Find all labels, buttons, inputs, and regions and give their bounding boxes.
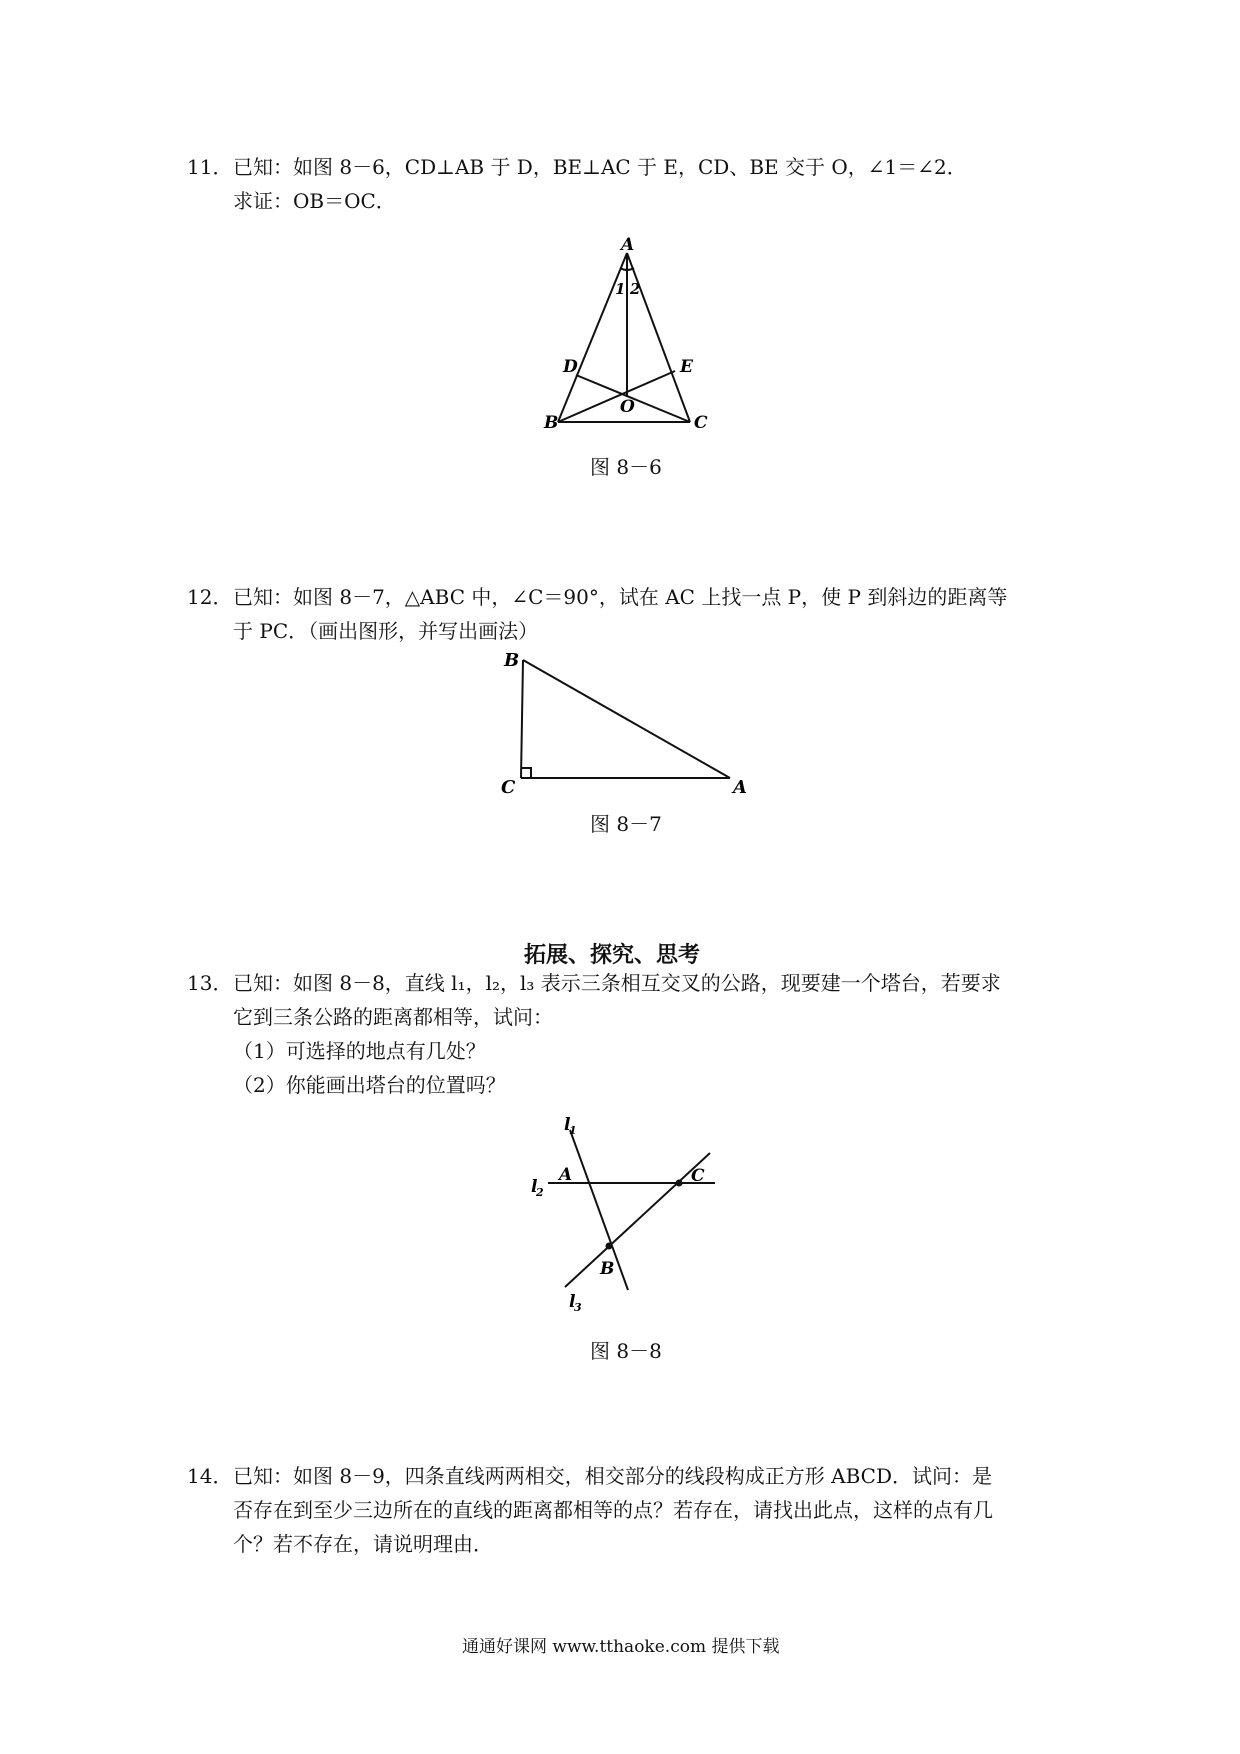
- label-c: C: [691, 1166, 705, 1186]
- problem-14-line-3: 个？若不存在，请说明理由．: [233, 1532, 493, 1556]
- problem-11-line-1: 已知：如图 8－6，CD⊥AB 于 D，BE⊥AC 于 E，CD、BE 交于 O，∠1＝∠2．: [233, 155, 967, 179]
- point-c: [676, 1180, 683, 1187]
- label-c: C: [501, 777, 516, 798]
- problem-11-line-2: 求证：OB＝OC．: [233, 189, 396, 213]
- problem-11-number: 11．: [187, 155, 233, 179]
- label-l3-sub: 3: [574, 1301, 582, 1314]
- line-l1: [570, 1130, 628, 1290]
- label-a: A: [733, 777, 747, 798]
- label-o: O: [620, 397, 635, 417]
- label-b: B: [504, 650, 520, 671]
- label-a: A: [621, 235, 635, 255]
- figure-8-8-caption: 图 8－8: [590, 1339, 662, 1363]
- label-l2-sub: 2: [536, 1186, 544, 1199]
- label-angle-2: 2: [630, 280, 641, 298]
- point-b: [606, 1243, 613, 1250]
- label-l1-sub: 1: [569, 1124, 577, 1137]
- problem-13-line-4: （2）你能画出塔台的位置吗？: [233, 1073, 506, 1097]
- problem-14-line-2: 否存在到至少三边所在的直线的距离都相等的点？若存在，请找出此点，这样的点有几: [233, 1498, 993, 1522]
- problem-12-number: 12．: [187, 585, 233, 609]
- section-title: 拓展、探究、思考: [524, 942, 701, 968]
- label-l3: l: [569, 1292, 576, 1312]
- problem-13-line-1: 已知：如图 8－8，直线 l₁，l₂，l₃ 表示三条相互交叉的公路，现要建一个塔台，若要求: [233, 971, 1001, 995]
- label-l1: l: [564, 1115, 571, 1135]
- problem-14-number: 14．: [187, 1464, 233, 1488]
- label-a: A: [559, 1165, 573, 1185]
- label-c: C: [694, 413, 708, 433]
- label-e: E: [680, 357, 693, 377]
- problem-14-line-1: 已知：如图 8－9，四条直线两两相交，相交部分的线段构成正方形 ABCD．试问：是: [233, 1464, 993, 1488]
- problem-12-line-1: 已知：如图 8－7，△ABC 中，∠C＝90°，试在 AC 上找一点 P，使 P 到斜边的距离等: [233, 585, 1008, 609]
- problem-13-line-2: 它到三条公路的距离都相等，试问：: [233, 1005, 553, 1029]
- label-b: B: [544, 413, 559, 433]
- label-l2: l: [531, 1177, 538, 1197]
- figure-8-7-caption: 图 8－7: [590, 812, 662, 836]
- problem-13-line-3: （1）可选择的地点有几处？: [233, 1039, 486, 1063]
- problem-12-line-2: 于 PC．（画出图形，并写出画法）: [233, 619, 539, 643]
- figure-8-6-caption: 图 8－6: [590, 455, 662, 479]
- label-b: B: [600, 1259, 615, 1279]
- problem-13-number: 13．: [187, 971, 233, 995]
- label-angle-1: 1: [615, 280, 626, 298]
- page-footer: 通通好课网 www.tthaoke.com 提供下载: [462, 1637, 780, 1657]
- line-l3: [565, 1153, 710, 1287]
- label-d: D: [563, 357, 578, 377]
